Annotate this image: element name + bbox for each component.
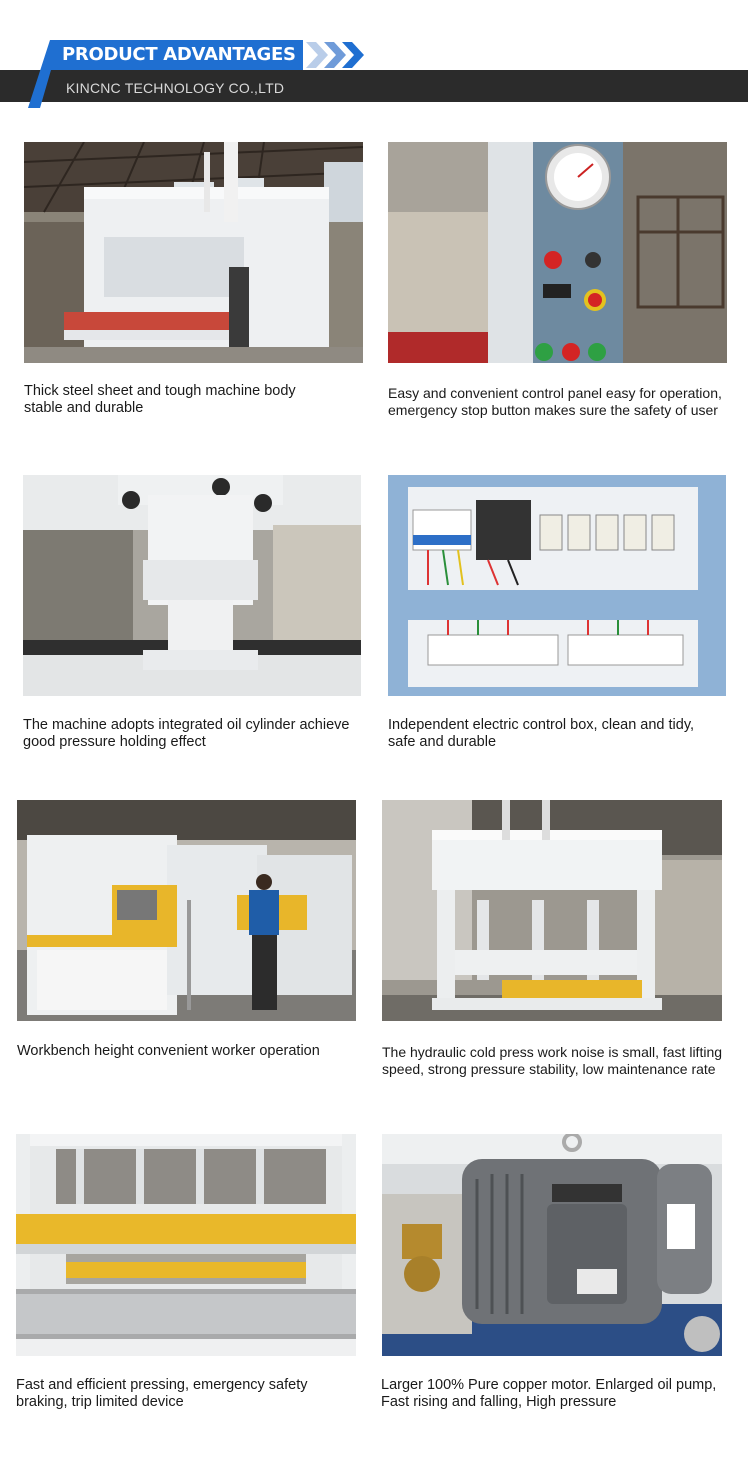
control-panel-photo [388, 142, 727, 363]
feature-caption-1: Thick steel sheet and tough machine body stable and durable [24, 383, 296, 416]
feature-caption-3: The machine adopts integrated oil cylinder achieve good pressure holding effect [23, 717, 350, 750]
feature-caption-8: Larger 100% Pure copper motor. Enlarged oil pump, Fast rising and falling, High pressure [381, 1377, 717, 1410]
electric-control-box-photo [388, 475, 726, 696]
workshop-worker-photo [17, 800, 356, 1021]
feature-caption-5: Workbench height convenient worker operation [17, 1043, 320, 1059]
feature-caption-2: Easy and convenient control panel easy for operation, emergency stop button makes sure the safety of user [388, 385, 722, 418]
feature-caption-7: Fast and efficient pressing, emergency safety braking, trip limited device [16, 1377, 308, 1410]
page-title: PRODUCT ADVANTAGES [62, 44, 296, 65]
cold-press-machine-photo [382, 800, 722, 1021]
feature-caption-6: The hydraulic cold press work noise is small, fast lifting speed, strong pressure stability, low maintenance rate [382, 1044, 723, 1077]
oil-cylinder-photo [23, 475, 361, 696]
header-banner [0, 0, 750, 115]
company-name: KINCNC TECHNOLOGY CO.,LTD [66, 80, 285, 96]
feature-caption-4: Independent electric control box, clean and tidy, safe and durable [388, 717, 695, 750]
press-machine-photo [24, 142, 363, 363]
pressing-platens-photo [16, 1134, 356, 1356]
chevrons-icon [306, 42, 368, 68]
copper-motor-photo [382, 1134, 722, 1356]
